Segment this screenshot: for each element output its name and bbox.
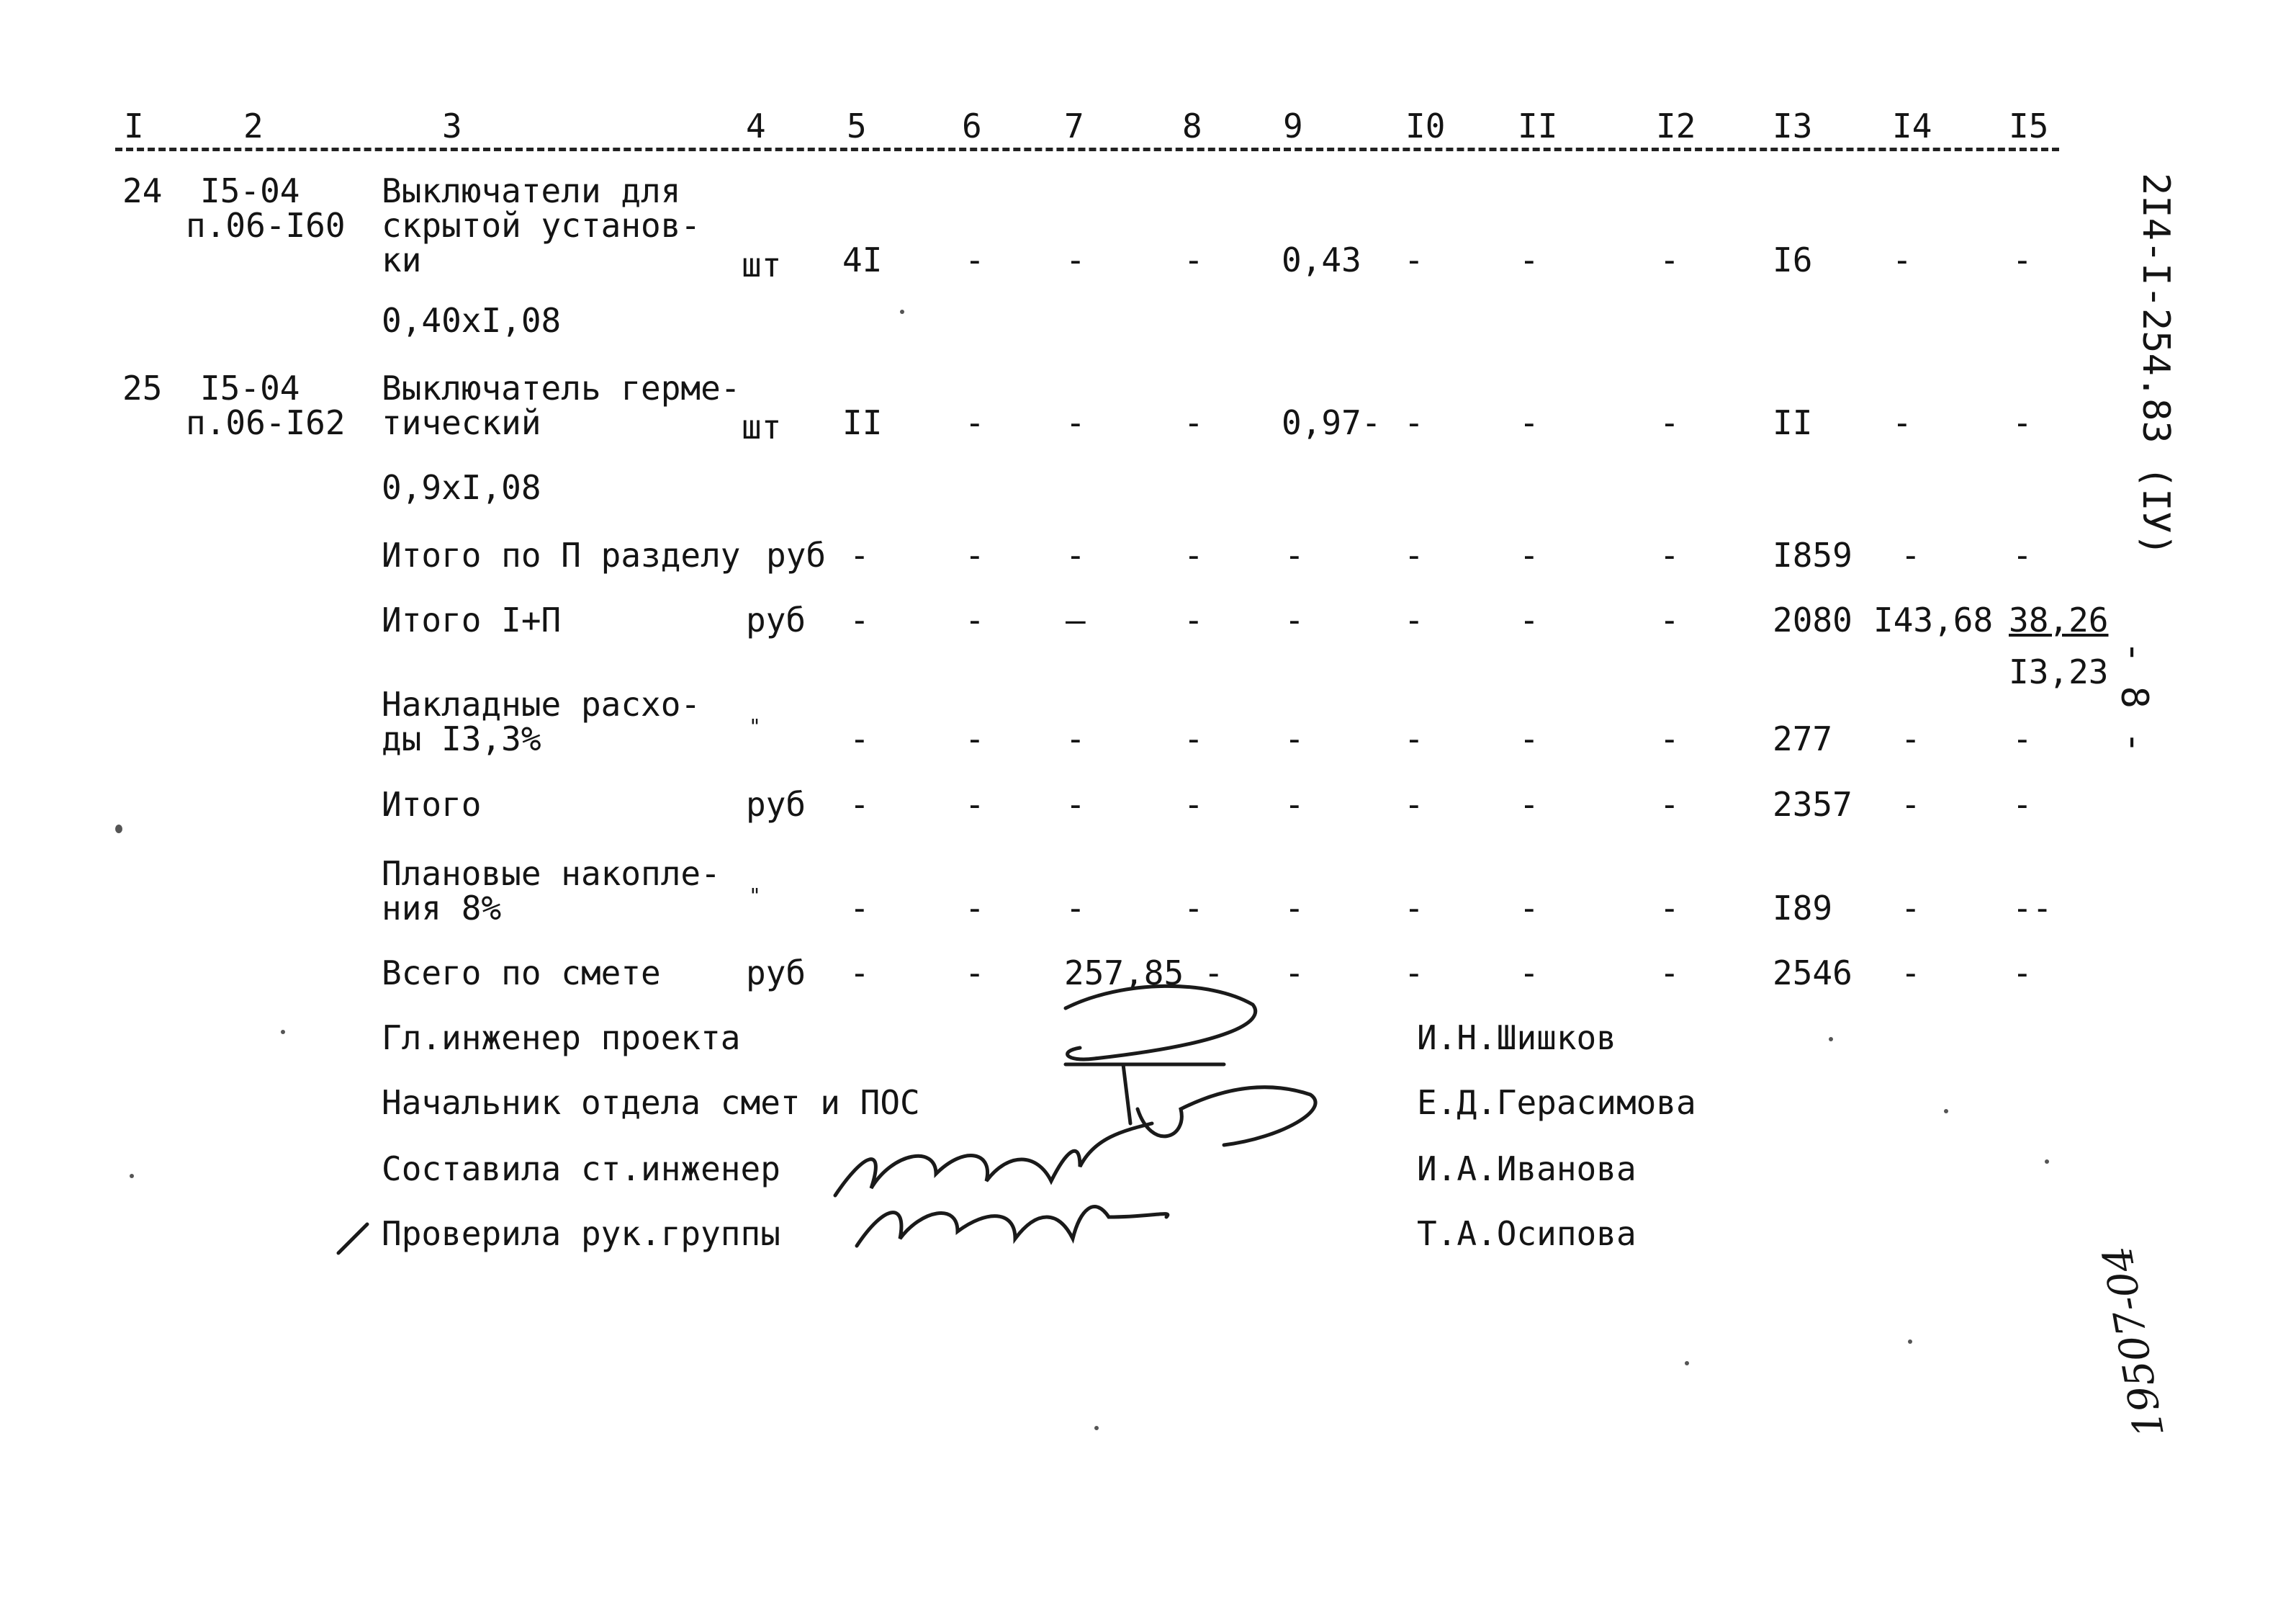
totals-col12: - — [1660, 953, 1680, 992]
totals-col11: - — [1519, 536, 1539, 575]
totals-col15-denominator: I3,23 — [2009, 652, 2109, 691]
totals-col15: - — [2012, 536, 2032, 575]
col-header-14: I4 — [1892, 107, 1932, 145]
totals-col13: I89 — [1773, 889, 1833, 928]
totals-unit: руб — [746, 953, 806, 992]
totals-col6: - — [965, 536, 985, 575]
page-number: - 8 - — [2112, 641, 2156, 754]
row-col9: 0,43 — [1282, 241, 1361, 279]
row-col6: - — [965, 403, 985, 442]
signature-name: И.Н.Шишков — [1417, 1018, 1616, 1057]
totals-col5: - — [850, 785, 870, 824]
row-col10: - — [1404, 403, 1424, 442]
scan-speck — [1908, 1339, 1912, 1344]
row-col12: - — [1660, 403, 1680, 442]
scan-speck — [1094, 1426, 1099, 1430]
totals-col7: - — [1066, 889, 1086, 928]
totals-label-line2: ния 8% — [382, 889, 502, 928]
totals-col10: - — [1404, 785, 1424, 824]
totals-unit: руб — [746, 601, 806, 639]
totals-col14: - — [1901, 785, 1921, 824]
row-number: 25 — [122, 369, 163, 408]
col-header-13: I3 — [1773, 107, 1813, 145]
col-header-2: 2 — [243, 107, 264, 145]
totals-col15: - — [2012, 953, 2032, 992]
col-header-9: 9 — [1283, 107, 1303, 145]
totals-col15: - — [2012, 719, 2032, 758]
totals-col13: 2357 — [1773, 785, 1852, 824]
row-name-line2: скрытой установ- — [382, 206, 701, 245]
row-name-line2: тический — [382, 403, 541, 442]
col-header-5: 5 — [847, 107, 867, 145]
signature-name: И.А.Иванова — [1417, 1149, 1637, 1188]
signature-role: Составила ст.инженер — [382, 1149, 780, 1188]
row-col13: I6 — [1773, 241, 1813, 279]
totals-col6: - — [965, 889, 985, 928]
row-name-line3: ки — [382, 241, 422, 279]
col-header-15: I5 — [2009, 107, 2049, 145]
totals-unit: руб — [766, 536, 827, 575]
totals-col9: - — [1284, 601, 1305, 639]
scan-speck — [1685, 1361, 1689, 1365]
totals-label-line2: ды I3,3% — [382, 719, 541, 758]
totals-col14: - — [1901, 719, 1921, 758]
totals-col13: 2546 — [1773, 953, 1852, 992]
row-col8: - — [1184, 241, 1204, 279]
scan-speck — [1829, 1037, 1833, 1041]
totals-col12: - — [1660, 601, 1680, 639]
row-unit: шт — [742, 246, 782, 284]
document-code: 2I4-I-254.83 (IУ) — [2134, 173, 2177, 557]
totals-col13: 277 — [1773, 719, 1833, 758]
row-number: 24 — [122, 171, 163, 210]
totals-col11: - — [1519, 785, 1539, 824]
totals-col13: 2080 — [1773, 601, 1852, 639]
totals-col10: - — [1404, 536, 1424, 575]
totals-col5: - — [850, 889, 870, 928]
scan-speck — [1944, 1109, 1948, 1113]
totals-col7: - — [1066, 536, 1086, 575]
totals-col10: - — [1404, 889, 1424, 928]
totals-col5: - — [850, 719, 870, 758]
row-col12: - — [1660, 241, 1680, 279]
row-code-item: п.06-I62 — [186, 403, 346, 442]
row-col15: - — [2012, 403, 2032, 442]
totals-unit: " — [749, 884, 761, 907]
totals-col9: - — [1284, 719, 1305, 758]
row-code: I5-04 — [200, 171, 300, 210]
col-header-11: II — [1518, 107, 1558, 145]
totals-col12: - — [1660, 785, 1680, 824]
totals-label: Итого по П разделу — [382, 536, 741, 575]
totals-col7: - — [1066, 719, 1086, 758]
col-header-4: 4 — [746, 107, 766, 145]
row-note: 0,9xI,08 — [382, 468, 541, 507]
totals-col15: - — [2012, 785, 2032, 824]
col-header-7: 7 — [1064, 107, 1084, 145]
totals-col10: - — [1404, 953, 1424, 992]
row-col11: - — [1519, 241, 1539, 279]
totals-col12: - — [1660, 889, 1680, 928]
row-code-item: п.06-I60 — [186, 206, 346, 245]
totals-col6: - — [965, 601, 985, 639]
row-col6: - — [965, 241, 985, 279]
row-col15: - — [2012, 241, 2032, 279]
totals-col7: - — [1066, 785, 1086, 824]
scan-speck — [2045, 1159, 2049, 1164]
totals-col13: I859 — [1773, 536, 1852, 575]
totals-label: Итого — [382, 785, 482, 824]
totals-col6: - — [965, 785, 985, 824]
col-header-10: I0 — [1405, 107, 1446, 145]
totals-col12: - — [1660, 536, 1680, 575]
totals-col14: - — [1901, 536, 1921, 575]
row-col5: 4I — [842, 241, 883, 279]
totals-col9: - — [1284, 536, 1305, 575]
row-col14: - — [1892, 403, 1912, 442]
totals-label: Итого I+П — [382, 601, 562, 639]
scan-speck — [130, 1174, 134, 1178]
totals-col8: - — [1184, 536, 1204, 575]
totals-col7: 257,85 - — [1064, 953, 1224, 992]
totals-col9: - — [1284, 953, 1305, 992]
totals-col11: - — [1519, 889, 1539, 928]
totals-unit: руб — [746, 785, 806, 824]
signature-role: Проверила рук.группы — [382, 1214, 780, 1253]
row-col7: - — [1066, 241, 1086, 279]
totals-col5: - — [850, 953, 870, 992]
totals-col8: - — [1184, 601, 1204, 639]
row-unit: шт — [742, 408, 782, 446]
row-col5: II — [842, 403, 883, 442]
totals-col14: - — [1901, 889, 1921, 928]
totals-col12: - — [1660, 719, 1680, 758]
scan-speck — [115, 825, 122, 833]
signature-role: Гл.инженер проекта — [382, 1018, 741, 1057]
totals-col8: - — [1184, 785, 1204, 824]
totals-col5: - — [850, 601, 870, 639]
totals-col9: - — [1284, 785, 1305, 824]
col-header-6: 6 — [962, 107, 982, 145]
totals-col11: - — [1519, 953, 1539, 992]
row-col10: - — [1404, 241, 1424, 279]
totals-col7: — — [1066, 601, 1086, 639]
row-col7: - — [1066, 403, 1086, 442]
totals-unit: " — [749, 714, 761, 738]
col-header-12: I2 — [1656, 107, 1696, 145]
totals-col15: -- — [2012, 889, 2053, 928]
totals-col9: - — [1284, 889, 1305, 928]
row-col13: II — [1773, 403, 1813, 442]
col-header-8: 8 — [1182, 107, 1202, 145]
totals-col6: - — [965, 953, 985, 992]
row-col9: 0,97- — [1282, 403, 1382, 442]
signature-role: Начальник отдела смет и ПОС — [382, 1083, 920, 1122]
totals-col15-numerator: 38,26 — [2009, 601, 2109, 639]
totals-col5: - — [850, 536, 870, 575]
totals-col11: - — [1519, 601, 1539, 639]
totals-col8: - — [1184, 889, 1204, 928]
totals-col14: - — [1901, 953, 1921, 992]
totals-col14: I43,68 — [1873, 601, 1994, 639]
totals-label: Накладные расхо- — [382, 685, 701, 724]
col-header-1: I — [124, 107, 144, 145]
row-name-line1: Выключатели для — [382, 171, 681, 210]
scan-speck — [281, 1030, 285, 1034]
totals-col10: - — [1404, 601, 1424, 639]
signature-name: Е.Д.Герасимова — [1417, 1083, 1696, 1122]
totals-col6: - — [965, 719, 985, 758]
totals-col8: - — [1184, 719, 1204, 758]
row-note: 0,40xI,08 — [382, 301, 562, 340]
totals-col10: - — [1404, 719, 1424, 758]
totals-label: Всего по смете — [382, 953, 661, 992]
totals-col11: - — [1519, 719, 1539, 758]
row-name-line1: Выключатель герме- — [382, 369, 741, 408]
scan-speck — [900, 310, 904, 314]
row-col8: - — [1184, 403, 1204, 442]
totals-label: Плановые накопле- — [382, 854, 721, 893]
signature-name: Т.А.Осипова — [1417, 1214, 1637, 1253]
row-code: I5-04 — [200, 369, 300, 408]
row-col14: - — [1892, 241, 1912, 279]
archive-stamp: 19507-04 — [2094, 1242, 2174, 1441]
col-header-3: 3 — [442, 107, 462, 145]
row-col11: - — [1519, 403, 1539, 442]
